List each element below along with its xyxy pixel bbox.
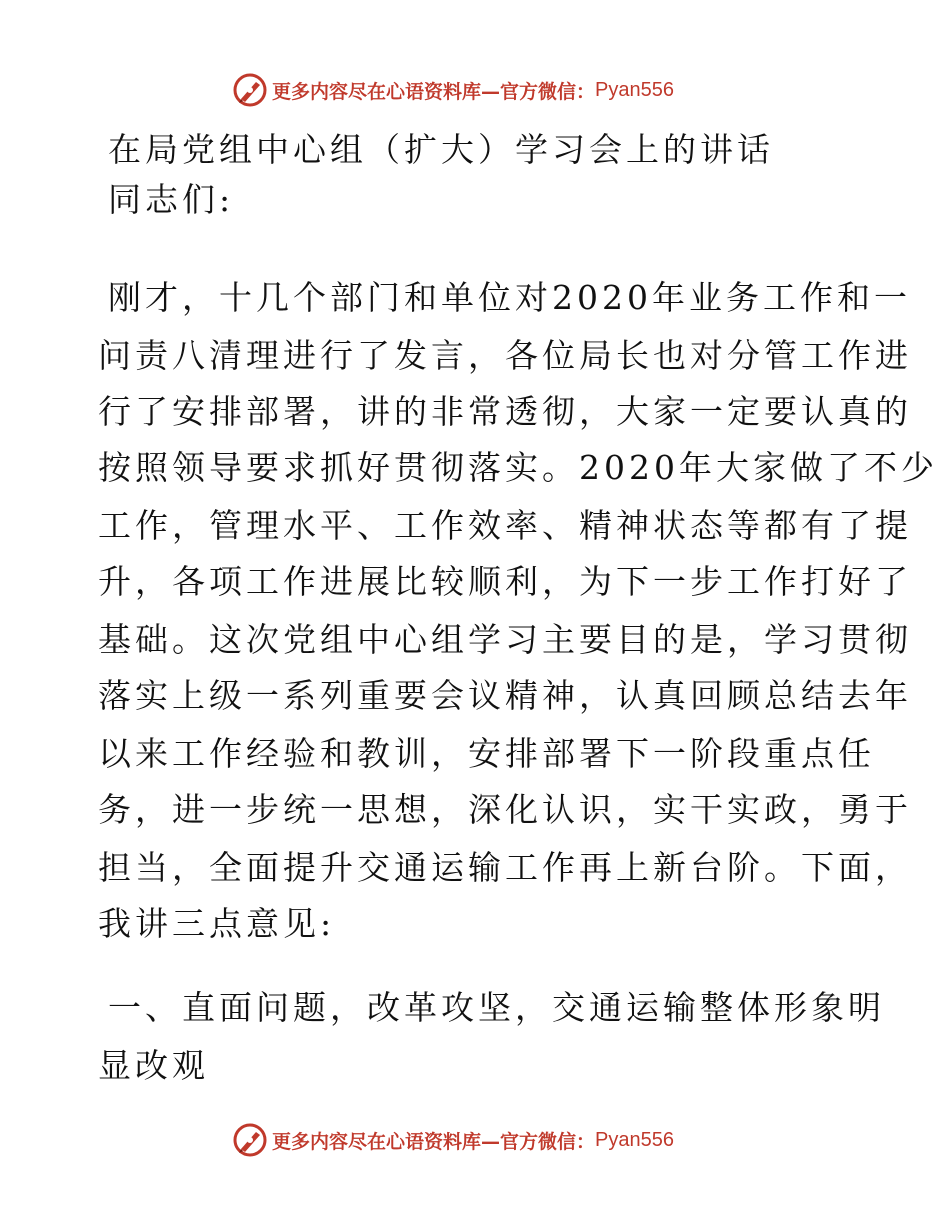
footer-watermark: [232, 1120, 752, 1160]
pen-logo-icon: [232, 1122, 268, 1158]
section-heading-line: 一、直面问题，改革攻坚，交通运输整体形象明: [108, 988, 885, 1027]
paragraph-line: 问责八清理进行了发言，各位局长也对分管工作进: [98, 336, 912, 375]
watermark-wechat-id: Pyan556: [595, 1128, 674, 1151]
section-heading-line: 显改观: [98, 1046, 209, 1085]
paragraph-line: 落实上级一系列重要会议精神，认真回顾总结去年: [98, 676, 912, 715]
paragraph-line: 基础。这次党组中心组学习主要目的是，学习贯彻: [98, 620, 912, 659]
paragraph-line: 我讲三点意见:: [98, 904, 336, 943]
paragraph-line: 升，各项工作进展比较顺利，为下一步工作打好了: [98, 562, 912, 601]
paragraph-line: 行了安排部署，讲的非常透彻，大家一定要认真的: [98, 392, 912, 431]
paragraph-line: 工作，管理水平、工作效率、精神状态等都有了提: [98, 506, 912, 545]
watermark-text: 更多内容尽在心语资料库—官方微信：: [272, 1130, 596, 1153]
watermark-text: 更多内容尽在心语资料库—官方微信：: [272, 80, 596, 103]
paragraph-line: 按照领导要求抓好贯彻落实。2020年大家做了不少: [98, 448, 938, 487]
paragraph-line: 以来工作经验和教训，安排部署下一阶段重点任: [98, 734, 875, 773]
document-title: 在局党组中心组（扩大）学习会上的讲话: [108, 130, 774, 169]
greeting: 同志们:: [108, 180, 235, 219]
paragraph-line: 务，进一步统一思想，深化认识，实干实政，勇于: [98, 790, 912, 829]
header-watermark: [232, 70, 752, 110]
paragraph-line: 刚才，十几个部门和单位对2020年业务工作和一: [108, 278, 911, 317]
pen-logo-icon: [232, 72, 268, 108]
paragraph-line: 担当，全面提升交通运输工作再上新台阶。下面，: [98, 848, 912, 887]
watermark-wechat-id: Pyan556: [595, 78, 674, 101]
